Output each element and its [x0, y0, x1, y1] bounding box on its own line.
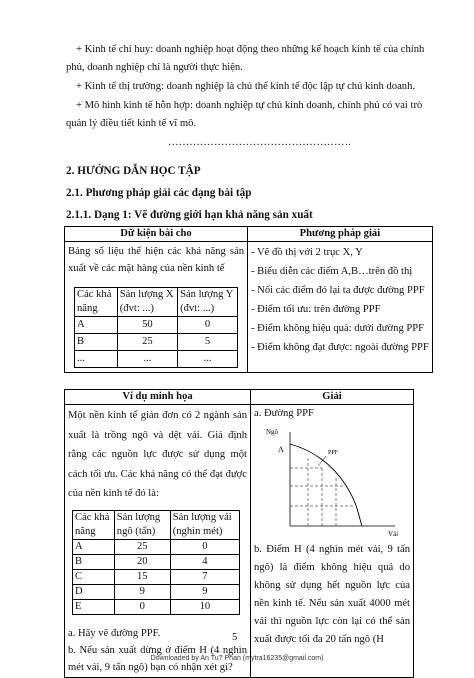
method-step: - Điểm tối ưu: trên đường PPF	[251, 304, 381, 315]
example-mini-table-2	[72, 510, 240, 615]
mini-cell: 25	[114, 539, 170, 554]
question-b: b. Nếu sản xuất dừng ở điểm H (4 nghìn mét vải, 9 tấn ngô) bạn có nhận xét gì?	[68, 644, 247, 673]
intro-line-3: + Kinh tế thị trường: doanh nghiệp là chủ thể kinh tế độc lập tự chủ kinh doanh.	[76, 81, 416, 92]
mini-header: Sản lượng ngô (tấn)	[114, 510, 170, 539]
mini-cell: 9	[114, 584, 170, 599]
mini-cell: E	[73, 599, 115, 614]
subsection-title: 2.1. Phương pháp giải các dạng bài tập	[66, 187, 252, 199]
method-step: - Vẽ đồ thị với 2 trục X, Y	[251, 247, 363, 258]
solution-method-cell	[248, 242, 433, 373]
page-number: 5	[232, 632, 238, 643]
mini-header: Các khả năng	[75, 288, 118, 317]
mini-cell: 25	[117, 334, 177, 351]
head-example: Ví dụ minh họa	[65, 390, 251, 405]
method-step: - Nối các điểm đó lại ta được đường PPF	[251, 285, 425, 296]
mini-cell: A	[75, 317, 118, 334]
mini-cell: 20	[114, 554, 170, 569]
given-data-text: Bảng số liệu thể hiện các khả năng sản xuất về các mặt hàng của nền kinh tế	[68, 246, 244, 274]
mini-cell: 0	[178, 317, 238, 334]
x-axis-label: Vải	[388, 530, 399, 537]
separator-dots: …………………………………………….	[168, 137, 351, 148]
method-step: - Điểm không hiệu quả: dưới đường PPF	[251, 323, 425, 334]
example-mini-table	[74, 287, 238, 368]
ppf-graph	[260, 422, 410, 537]
mini-header: Sản lượng vải (nghìn mét)	[170, 510, 239, 539]
method-table	[64, 226, 433, 373]
mini-cell: 9	[170, 584, 239, 599]
point-a-label: A	[278, 445, 284, 454]
mini-cell: 15	[114, 569, 170, 584]
mini-cell: 4	[170, 554, 239, 569]
mini-header: Sản lượng X (đvt: ...)	[117, 288, 177, 317]
mini-cell: B	[73, 554, 115, 569]
mini-cell: C	[73, 569, 115, 584]
question-a: a. Hãy vẽ đường PPF.	[68, 627, 161, 639]
section-title: 2. HƯỚNG DẪN HỌC TẬP	[66, 165, 201, 177]
mini-header: Các khả năng	[73, 510, 115, 539]
example-cell	[65, 405, 251, 678]
intro-line-2: phủ, doanh nghiệp chỉ là người thực hiện.	[66, 62, 243, 73]
example-table	[64, 389, 414, 678]
mini-cell: 10	[170, 599, 239, 614]
head-solution-method: Phương pháp giải	[248, 227, 433, 242]
mini-cell: B	[75, 334, 118, 351]
intro-line-5: quản lý điều tiết kinh tế vĩ mô.	[66, 118, 197, 129]
mini-header: Sản lượng Y (đvt: ...)	[178, 288, 238, 317]
mini-cell: 0	[114, 599, 170, 614]
answer-b: b. Điểm H (4 nghìn mét vải, 9 tấn ngô) là điểm không hiệu quả do không sử dụng hết nguồn lực của nền kinh tế. Nếu sản xuất 4000 mét vải thì nguồn lực còn lại có thể sản xuất được tối đa 20 tấn ngô (H	[254, 544, 410, 645]
mini-cell: ...	[75, 351, 118, 368]
mini-cell: 50	[117, 317, 177, 334]
y-axis-label: Ngô	[266, 428, 279, 436]
answer-cell	[251, 405, 414, 678]
intro-line-1: + Kinh tế chỉ huy: doanh nghiệp hoạt động theo những kế hoạch kinh tế của chính	[76, 44, 425, 55]
mini-cell: ...	[178, 351, 238, 368]
answer-a: a. Đường PPF	[254, 408, 314, 419]
mini-cell: 0	[170, 539, 239, 554]
given-data-cell	[65, 242, 248, 373]
ppf-label: PPF	[328, 450, 339, 456]
mini-cell: ...	[117, 351, 177, 368]
head-answer: Giải	[251, 390, 414, 405]
method-step: - Biểu diễn các điểm A,B…trên đồ thị	[251, 266, 413, 277]
method-step: - Điểm không đạt được: ngoài đường PPF	[251, 342, 429, 353]
mini-cell: 7	[170, 569, 239, 584]
download-footer: Downloaded by An Tu? Phan (mytra16235@gmail.com)	[150, 655, 324, 662]
example-text: Một nền kinh tế giản đơn có 2 ngành sản xuất là trồng ngô và dệt vải. Giả định rằng các nguồn lực được sử dụng một cách tối ưu. Các khả năng có thể đạt được của nền kinh tế đó là:	[68, 410, 247, 499]
guide-lines	[290, 458, 355, 526]
mini-cell: A	[73, 539, 115, 554]
mini-cell: 5	[178, 334, 238, 351]
mini-cell: D	[73, 584, 115, 599]
intro-line-4: + Mô hình kinh tế hỗn hợp: doanh nghiệp tự chủ kinh doanh, chính phủ có vai trò	[76, 100, 423, 111]
head-given-data: Dữ kiện bài cho	[65, 227, 248, 242]
subsubsection-title: 2.1.1. Dạng 1: Vẽ đường giới hạn khả năng sản xuất	[66, 209, 313, 221]
